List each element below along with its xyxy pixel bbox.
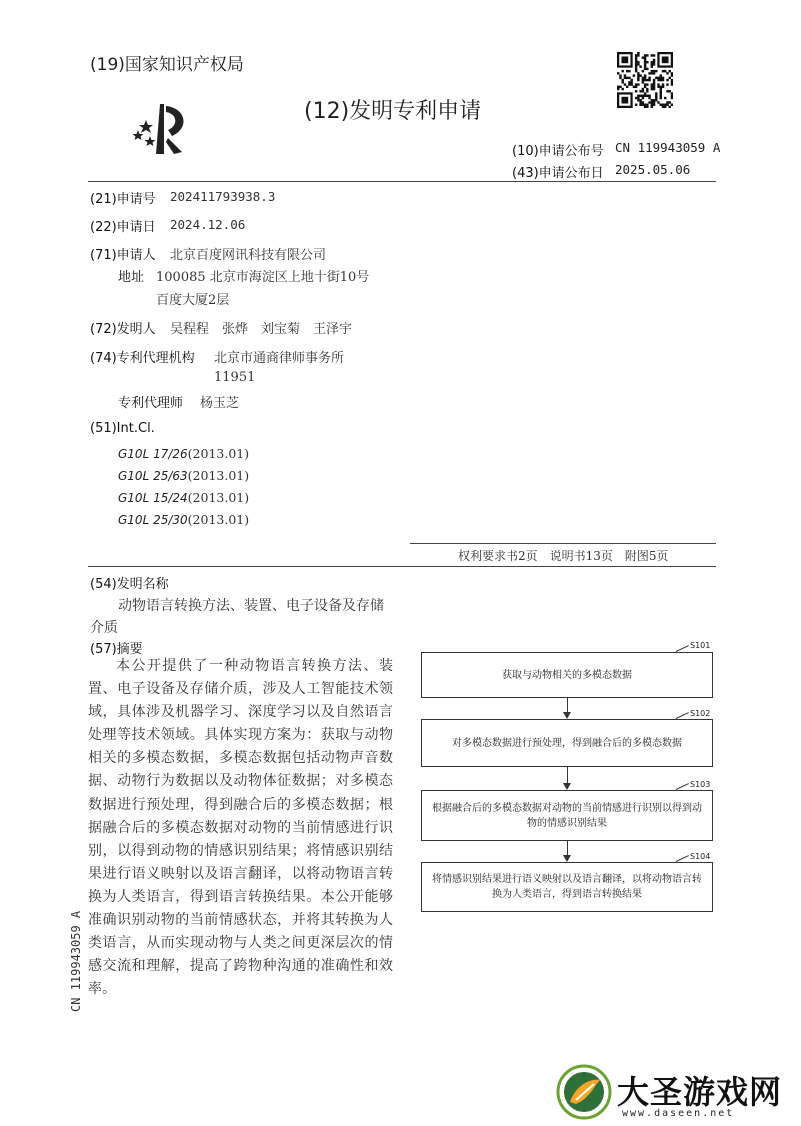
intcl-year: (2013.01) bbox=[187, 468, 250, 483]
title-rule bbox=[88, 566, 716, 567]
step-callout bbox=[676, 712, 689, 719]
flow-box-s101 bbox=[421, 652, 713, 698]
page-counts: 权利要求书2页 说明书13页 附图5页 bbox=[458, 549, 669, 563]
agency: 北京市通商律师事务所 bbox=[214, 351, 345, 366]
qr-code-icon bbox=[617, 52, 673, 108]
step-callout bbox=[676, 783, 689, 790]
intcl-year: (2013.01) bbox=[187, 446, 250, 461]
flow-box-s103 bbox=[421, 790, 713, 841]
invention-title-label: (54)发明名称 bbox=[90, 577, 169, 592]
application-number: 202411793938.3 bbox=[170, 189, 276, 204]
header-rule bbox=[88, 181, 716, 182]
abstract-text: 本公开提供了一种动物语言转换方法、装置、电子设备及存储介质，涉及人工智能技术领域，具体涉及机器学习、深度学习以及自然语言处理等技术领域。具体实现方案为：获取与动物相关的多模态数据，多模态数据包括动物声音数据、动物行为数据以及动物体征数据；对多模态数据进行预处理，得到融合后的多模态数据；根据融合后的多模态数据对动物的当前情感进行识别，以得到动物的情感识别结果；将情感识别结果进行语义映射以及语言翻译，以将动物语言转换为人类语言，得到语言转换结果。本公开能够准确识别动物的当前情感状态，并将其转换为人类语言，从而实现动物与人类之间更深层次的情感交流和理解，提高了跨物种沟通的准确性和效率。 bbox=[88, 658, 393, 998]
flow-step-text: 对多模态数据进行预处理，得到融合后的多模态数据 bbox=[452, 737, 682, 749]
page-count-rule bbox=[410, 543, 716, 544]
step-callout bbox=[676, 645, 689, 652]
publication-number: CN 119943059 A bbox=[615, 140, 721, 155]
inventors-label: (72)发明人 bbox=[90, 322, 156, 337]
flow-step-text: 将情感识别结果进行语义映射以及语言翻译，以将动物语言转换为人类语言，得到语言转换结果 bbox=[432, 874, 702, 900]
office-name: (19)国家知识产权局 bbox=[90, 55, 244, 75]
agent: 杨玉芝 bbox=[200, 396, 240, 411]
flow-connector bbox=[567, 767, 568, 783]
abstract-label: (57)摘要 bbox=[90, 642, 143, 657]
intcl-year: (2013.01) bbox=[187, 512, 250, 527]
arrow-down-icon bbox=[563, 712, 571, 719]
arrow-down-icon bbox=[563, 855, 571, 862]
intcl-code: G10L 25/63 bbox=[118, 469, 188, 483]
invention-title-line-1: 动物语言转换方法、装置、电子设备及存储 bbox=[118, 598, 384, 614]
address-line-1: 100085 北京市海淀区上地十街10号 bbox=[156, 270, 370, 285]
agency-code: 11951 bbox=[214, 370, 256, 385]
flow-connector bbox=[567, 841, 568, 855]
step-label: S102 bbox=[690, 709, 711, 718]
application-date: 2024.12.06 bbox=[170, 217, 246, 232]
agent-label: 专利代理师 bbox=[118, 396, 184, 411]
intcl-item bbox=[118, 509, 249, 531]
arrow-down-icon bbox=[563, 783, 571, 790]
step-label: S104 bbox=[690, 852, 711, 861]
publication-date-label: (43)申请公布日 bbox=[512, 166, 604, 181]
agency-label: (74)专利代理机构 bbox=[90, 351, 195, 366]
intcl-label: (51)Int.Cl. bbox=[90, 421, 155, 436]
publication-date: 2025.05.06 bbox=[615, 162, 691, 177]
inventors: 吴程程 张烨 刘宝菊 王泽宇 bbox=[170, 322, 353, 337]
watermark-url: www.daseen.net bbox=[622, 1108, 735, 1119]
address-label: 地址 bbox=[118, 270, 145, 285]
flow-box-s102 bbox=[421, 719, 713, 767]
intcl-item bbox=[118, 465, 249, 487]
intcl-item bbox=[118, 487, 249, 509]
publication-number-label: (10)申请公布号 bbox=[512, 144, 604, 159]
step-label: S103 bbox=[690, 780, 711, 789]
intcl-item bbox=[118, 443, 249, 465]
intcl-code: G10L 15/24 bbox=[118, 491, 188, 505]
address-line-2: 百度大厦2层 bbox=[156, 293, 230, 308]
flow-step-text: 获取与动物相关的多模态数据 bbox=[502, 669, 632, 681]
step-callout bbox=[676, 855, 689, 862]
flow-box-s104 bbox=[421, 862, 713, 912]
application-number-label: (21)申请号 bbox=[90, 192, 156, 207]
side-publication-number: CN 119943059 A bbox=[69, 910, 83, 1012]
step-label: S101 bbox=[690, 641, 711, 650]
daseen-logo-icon bbox=[556, 1064, 612, 1120]
invention-title-line-2: 介质 bbox=[90, 620, 118, 636]
intcl-year: (2013.01) bbox=[187, 490, 250, 505]
watermark-site-name: 大圣游戏网 bbox=[617, 1073, 783, 1111]
flow-connector bbox=[567, 698, 568, 712]
flow-step-text: 根据融合后的多模态数据对动物的当前情感进行识别以得到动物的情感识别结果 bbox=[432, 802, 702, 829]
applicant: 北京百度网讯科技有限公司 bbox=[170, 248, 327, 263]
applicant-label: (71)申请人 bbox=[90, 248, 156, 263]
intcl-code: G10L 25/30 bbox=[118, 513, 188, 527]
application-date-label: (22)申请日 bbox=[90, 220, 156, 235]
intcl-list bbox=[118, 443, 249, 531]
document-type: (12)发明专利申请 bbox=[304, 99, 482, 124]
cnipa-emblem-icon bbox=[124, 98, 196, 158]
intcl-code: G10L 17/26 bbox=[118, 447, 188, 461]
